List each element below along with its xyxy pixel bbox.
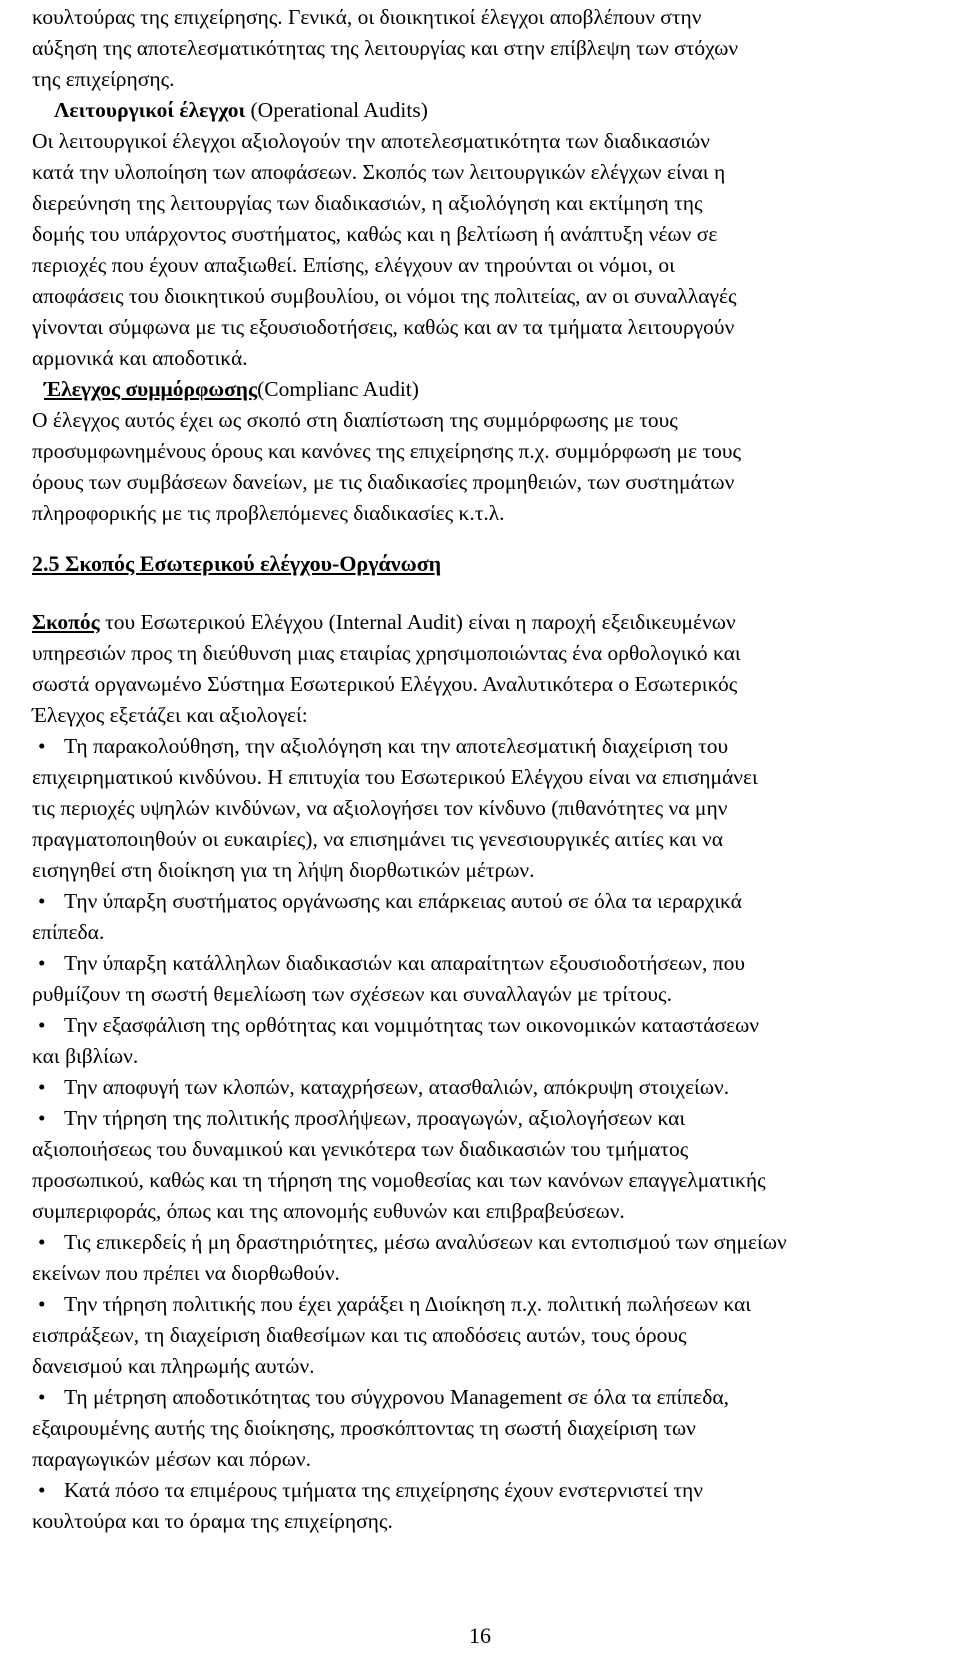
paragraph-line: Οι λειτουργικοί έλεγχοι αξιολογούν την αποτελεσματικότητα των διαδικασιών <box>32 129 710 153</box>
compliance-audit-body <box>32 405 928 529</box>
bullet-item <box>32 1289 928 1382</box>
bullet-first-line <box>32 1289 928 1320</box>
bullet-continuation-line: εξαιρουμένης αυτής της διοίκησης, προσκόπτοντας τη σωστή διαχείριση των <box>32 1416 696 1440</box>
bullet-continuation-line: κουλτούρα και το όραμα της επιχείρησης. <box>32 1509 393 1533</box>
bullet-text: Κατά πόσο τα επιμέρους τμήματα της επιχείρησης έχουν ενστερνιστεί την <box>64 1478 703 1502</box>
bullet-continuation-line: πραγματοποιηθούν οι ευκαιρίες), να επισημάνει τις γενεσιουργικές αιτίες και να <box>32 827 723 851</box>
paragraph-line: πληροφορικής με τις προβλεπόμενες διαδικασίες κ.τ.λ. <box>32 501 505 525</box>
bullet-icon: • <box>38 1106 46 1130</box>
bullet-item <box>32 1103 928 1227</box>
intro-line: κουλτούρας της επιχείρησης. Γενικά, οι διοικητικοί έλεγχοι αποβλέπουν στην <box>32 5 702 29</box>
intro-line: αύξηση της αποτελεσματικότητας της λειτουργίας και στην επίβλεψη των στόχων <box>32 36 739 60</box>
bullet-icon: • <box>38 1292 46 1316</box>
compliance-audit-title-bold: Έλεγχος συμμόρφωσης <box>44 377 258 401</box>
paragraph-line: Ο έλεγχος αυτός έχει ως σκοπό στη διαπίστωση της συμμόρφωσης με τους <box>32 408 678 432</box>
operational-audits-title-rest: (Operational Audits) <box>245 98 428 122</box>
bullet-icon: • <box>38 1478 46 1502</box>
paragraph-line: Έλεγχος εξετάζει και αξιολογεί: <box>32 703 308 727</box>
operational-audits-title <box>32 95 928 126</box>
bullet-text: Την τήρηση της πολιτικής προσλήψεων, προαγωγών, αξιολογήσεων και <box>64 1106 686 1130</box>
bullet-text: Την ύπαρξη κατάλληλων διαδικασιών και απαραίτητων εξουσιοδοτήσεων, που <box>64 951 745 975</box>
bullet-text: Την τήρηση πολιτικής που έχει χαράξει η Διοίκηση π.χ. πολιτική πωλήσεων και <box>64 1292 752 1316</box>
paragraph-line: διερεύνηση της λειτουργίας των διαδικασιών, η αξιολόγηση και εκτίμηση της <box>32 191 703 215</box>
bullet-icon: • <box>38 951 46 975</box>
bullet-icon: • <box>38 1013 46 1037</box>
bullet-continuation-line: επιχειρηματικού κινδύνου. Η επιτυχία του Εσωτερικού Ελέγχου είναι να επισημάνει <box>32 765 758 789</box>
bullet-continuation-line: αξιοποιήσεως του δυναμικού και γενικότερα των διαδικασιών του τμήματος <box>32 1137 689 1161</box>
section-lead-bold: Σκοπός <box>32 610 100 634</box>
paragraph-line: υπηρεσιών προς τη διεύθυνση μιας εταιρίας χρησιμοποιώντας ένα ορθολογικό και <box>32 641 741 665</box>
bullet-text: Τις επικερδείς ή μη δραστηριότητες, μέσω αναλύσεων και εντοπισμού των σημείων <box>64 1230 787 1254</box>
bullet-first-line <box>32 731 928 762</box>
bullet-first-line <box>32 1072 928 1103</box>
bullet-continuation-line: προσωπικού, καθώς και τη τήρηση της νομοθεσίας και των κανόνων επαγγελματικής <box>32 1168 766 1192</box>
bullet-continuation-line: επίπεδα. <box>32 920 105 944</box>
paragraph-line: δομής του υπάρχοντος συστήματος, καθώς και η βελτίωση ή ανάπτυξη νέων σε <box>32 222 718 246</box>
document-page <box>32 2 928 1537</box>
bullet-continuation-line: τις περιοχές υψηλών κινδύνων, να αξιολογήσει τον κίνδυνο (πιθανότητες να μην <box>32 796 728 820</box>
page-number: 16 <box>469 1623 491 1648</box>
bullet-item <box>32 1227 928 1289</box>
bullet-first-line <box>32 1010 928 1041</box>
section-heading: 2.5 Σκοπός Εσωτερικού ελέγχου-Οργάνωση <box>32 551 442 576</box>
bullet-continuation-line: εισπράξεων, τη διαχείριση διαθεσίμων και τις αποδόσεις αυτών, τους όρους <box>32 1323 687 1347</box>
compliance-audit-title-rest: (Complianc Audit) <box>257 377 419 401</box>
bullet-text: Τη παρακολούθηση, την αξιολόγηση και την αποτελεσματική διαχείριση του <box>64 734 729 758</box>
bullet-first-line <box>32 1382 928 1413</box>
bullet-continuation-line: παραγωγικών μέσων και πόρων. <box>32 1447 311 1471</box>
operational-audits-body <box>32 126 928 374</box>
paragraph-line: αποφάσεις του διοικητικού συμβουλίου, οι νόμοι της πολιτείας, αν οι συναλλαγές <box>32 284 737 308</box>
paragraph-line: όρους των συμβάσεων δανείων, με τις διαδικασίες προμηθειών, των συστημάτων <box>32 470 735 494</box>
section-lead-rest: του Εσωτερικού Ελέγχου (Internal Audit) είναι η παροχή εξειδικευμένων <box>99 610 736 634</box>
bullet-text: Την αποφυγή των κλοπών, καταχρήσεων, ατασθαλιών, απόκρυψη στοιχείων. <box>64 1075 730 1099</box>
paragraph-line: αρμονικά και αποδοτικά. <box>32 346 248 370</box>
section-lead <box>32 607 928 638</box>
bullet-continuation-line: και βιβλίων. <box>32 1044 139 1068</box>
bullet-first-line <box>32 1475 928 1506</box>
bullet-continuation-line: συμπεριφοράς, όπως και της απονομής ευθυνών και επιβραβεύσεων. <box>32 1199 625 1223</box>
bullet-continuation-line: ρυθμίζουν τη σωστή θεμελίωση των σχέσεων και συναλλαγών με τρίτους. <box>32 982 672 1006</box>
bullet-first-line <box>32 1227 928 1258</box>
bullet-item <box>32 948 928 1010</box>
bullet-icon: • <box>38 1075 46 1099</box>
intro-line: της επιχείρησης. <box>32 67 175 91</box>
bullet-first-line <box>32 948 928 979</box>
bullet-icon: • <box>38 1385 46 1409</box>
bullet-continuation-line: εισηγηθεί στη διοίκηση για τη λήψη διορθωτικών μέτρων. <box>32 858 535 882</box>
bullet-item <box>32 1382 928 1475</box>
bullet-text: Τη μέτρηση αποδοτικότητας του σύγχρονου Management σε όλα τα επίπεδα, <box>64 1385 729 1409</box>
bullet-item <box>32 1010 928 1072</box>
bullet-text: Την εξασφάλιση της ορθότητας και νομιμότητας των οικονομικών καταστάσεων <box>64 1013 759 1037</box>
bullet-first-line <box>32 886 928 917</box>
operational-audits-title-bold: Λειτουργικοί έλεγχοι <box>54 98 246 122</box>
paragraph-line: σωστά οργανωμένο Σύστημα Εσωτερικού Ελέγχου. Αναλυτικότερα ο Εσωτερικός <box>32 672 738 696</box>
paragraph-line: προσυμφωνημένους όρους και κανόνες της επιχείρησης π.χ. συμμόρφωση με τους <box>32 439 742 463</box>
paragraph-line: κατά την υλοποίηση των αποφάσεων. Σκοπός των λειτουργικών ελέγχων είναι η <box>32 160 726 184</box>
bullet-item <box>32 1072 928 1103</box>
bullet-icon: • <box>38 889 46 913</box>
bullet-continuation-line: δανεισμού και πληρωμής αυτών. <box>32 1354 315 1378</box>
compliance-audit-title <box>32 374 928 405</box>
bullet-text: Την ύπαρξη συστήματος οργάνωσης και επάρκειας αυτού σε όλα τα ιεραρχικά <box>64 889 742 913</box>
paragraph-line: περιοχές που έχουν απαξιωθεί. Επίσης, ελέγχουν αν τηρούνται οι νόμοι, οι <box>32 253 675 277</box>
bullet-icon: • <box>38 1230 46 1254</box>
bullet-list <box>32 731 928 1537</box>
bullet-continuation-line: εκείνων που πρέπει να διορθωθούν. <box>32 1261 340 1285</box>
bullet-icon: • <box>38 734 46 758</box>
bullet-first-line <box>32 1103 928 1134</box>
paragraph-line: γίνονται σύμφωνα με τις εξουσιοδοτήσεις, καθώς και αν τα τμήματα λειτουργούν <box>32 315 735 339</box>
bullet-item <box>32 1475 928 1537</box>
bullet-item <box>32 731 928 886</box>
bullet-item <box>32 886 928 948</box>
